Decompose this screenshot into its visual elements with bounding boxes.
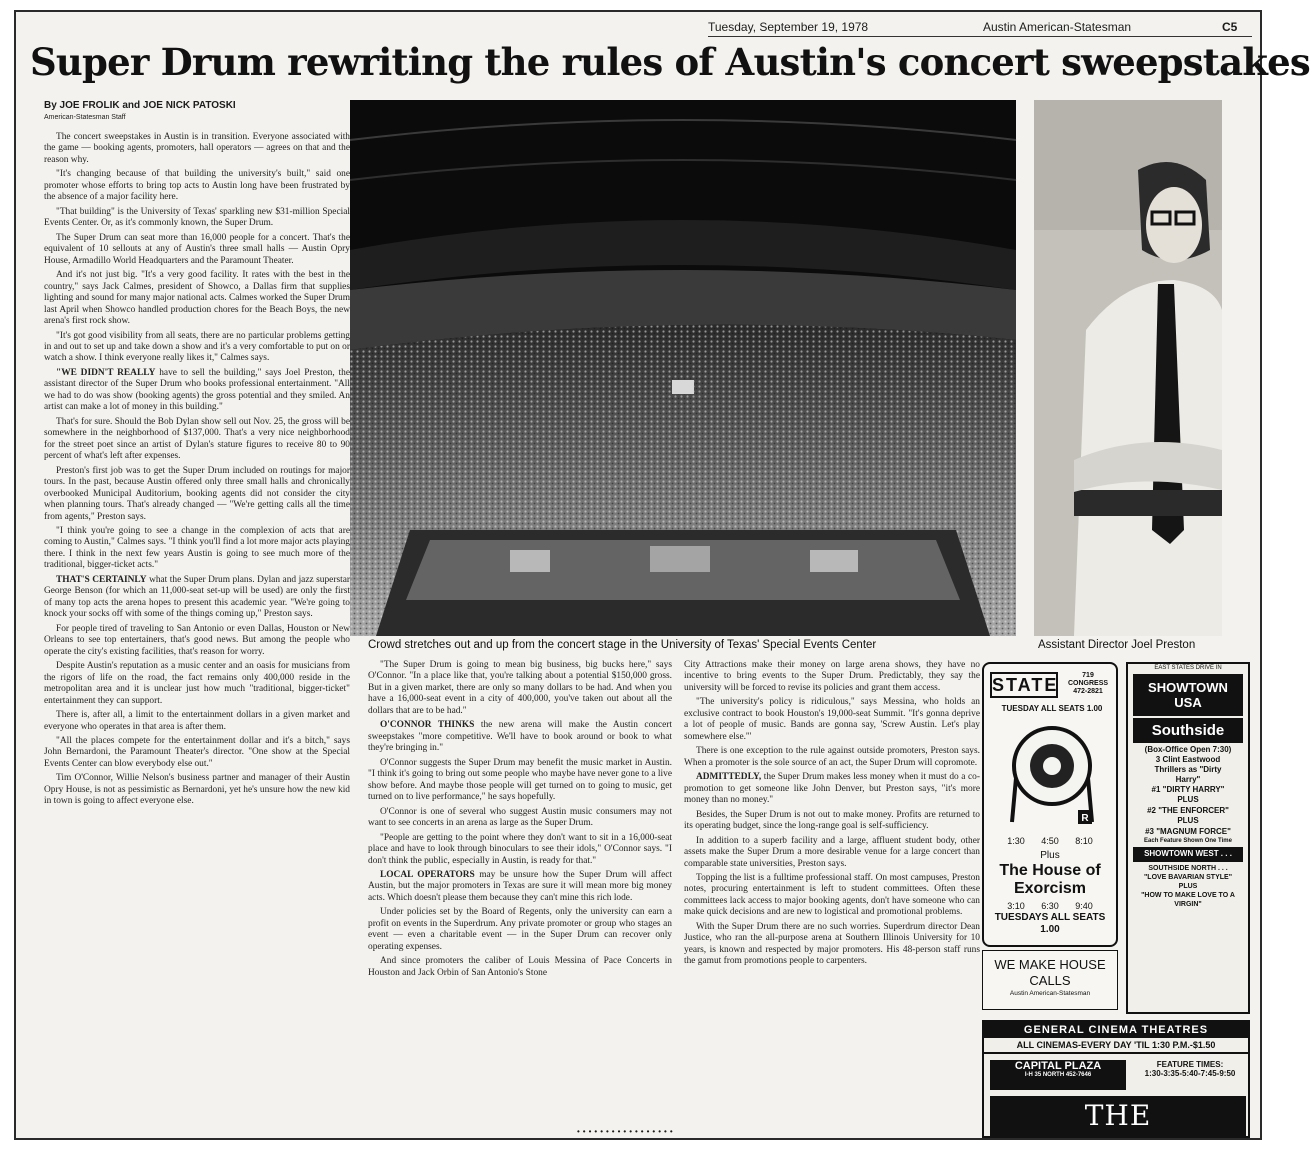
newspaper-page — [14, 10, 1310, 1172]
paragraph: Under policies set by the Board of Regents, only the university can earn a profit on events in the Superdrum. Any private promoter or group who stages an event — even a charitable event — in the Super Drum can recover only operating expenses. — [368, 907, 672, 952]
paragraph — [44, 368, 350, 414]
showtimes-1: 1:30 4:50 8:10 — [1007, 836, 1093, 846]
staff-credit: American-Statesman Staff — [44, 114, 126, 121]
showtown-logo: SHOWTOWN USA — [1133, 674, 1243, 716]
paragraph — [44, 575, 350, 621]
portrait-illustration — [1034, 100, 1222, 636]
eyeball-poster-icon — [1008, 718, 1096, 830]
headline: Super Drum rewriting the rules of Austin's concert sweepstakes — [30, 40, 1310, 84]
paper-name: Austin American-Statesman — [983, 20, 1132, 34]
paragraph: Topping the list is a fulltime professional staff. On most campuses, Preston notes, procuring entertainment is left to student committees. Often these committees lack access to major booking agents, don't have someone who can make quick decisions and are new to logistical and promotional problems. — [684, 872, 980, 918]
house-calls-sub: Austin American-Statesman — [1009, 990, 1091, 998]
movie-title: The House of Exorcism — [999, 862, 1101, 898]
lead-in: ADMITTEDLY, — [696, 772, 762, 783]
showtown-west: SHOWTOWN WEST . . . — [1133, 847, 1243, 862]
feature-times: 1:30-3:35-5:40-7:45-9:50 — [1144, 1069, 1236, 1078]
paragraph: Tim O'Connor, Willie Nelson's business partner and manager of their Austin Opry House, is not as pessimistic as Bernardoni, yet he's unsure how the new kid in town is going to affect everyone else. — [44, 773, 350, 807]
paragraph-text: the new arena will make the Austin concert sweepstakes "more competitive. We'll have to book around or book to what they're bringing in." — [368, 720, 672, 754]
article-column-2 — [368, 660, 672, 1138]
paragraph: In addition to a superb facility and a large, affluent student body, other assets make the Super Drum a more desirable venue for a large concert than comparable state universities, Preston says. — [684, 835, 980, 869]
main-photo-caption: Crowd stretches out and up from the concert stage in the University of Texas' Special Events Center — [368, 639, 877, 651]
lead-in: "WE DIDN'T REALLY — [56, 367, 156, 378]
plus-label: Plus — [1040, 850, 1060, 861]
plus-label: PLUS — [1177, 816, 1199, 826]
article-column-3 — [684, 660, 980, 1138]
paragraph — [368, 720, 672, 754]
each-feature-note: Each Feature Shown One Time — [1144, 837, 1232, 844]
address-line: 472-2821 — [1073, 688, 1103, 696]
paragraph: There is, after all, a limit to the entertainment dollars in a given market and everyone who operates in that area is after them. — [44, 710, 350, 732]
feature-3: #3 "MAGNUM FORCE" — [1145, 826, 1231, 836]
paragraph: With the Super Drum there are no such worries. Superdrum director Dean Justice, who ran the all-purpose arena at Southern Illinois University for 10 years, is known and respected by major promoters. His 48-person staff runs the gamut from promotions people to carpenters. — [684, 921, 980, 967]
paragraph: For people tired of traveling to San Antonio or even Dallas, Houston or New Orleans to see top entertainers, that's good news. But among the people who operate the city's existing facilities, that's reason for worry. — [44, 623, 350, 657]
lead-in: THAT'S CERTAINLY — [56, 574, 147, 585]
feature-times-box — [1134, 1060, 1246, 1090]
plus-label: PLUS — [1178, 882, 1198, 890]
rating-badge: R — [1081, 813, 1089, 824]
general-cinema-ad — [982, 1020, 1250, 1172]
paragraph — [684, 772, 980, 806]
paragraph: That's for sure. Should the Bob Dylan show sell out Nov. 25, the gross will be somewhere in the neighborhood of $137,000. That's a very nice neighborhood for the street poet since an artist of Dylan's stature figures to receive 80 to 90 percent of what's left after expenses. — [44, 416, 350, 462]
article-column-1 — [44, 132, 350, 1132]
feature-2: #2 "THE ENFORCER" — [1147, 805, 1229, 815]
plus-label: PLUS — [1177, 795, 1199, 805]
paragraph-text: may be unsure how the Super Drum will affect Austin, but the major promoters in Texas are sure it will mean more big money acts. Which doesn't please them because they can't mine this rich lode. — [368, 869, 673, 903]
paragraph — [368, 870, 672, 904]
page-end-dots: ••••••••••••••••• — [576, 1128, 675, 1137]
joel-preston-photo — [1034, 100, 1222, 636]
lead-in: O'CONNOR THINKS — [380, 720, 475, 731]
paragraph-text: the Super Drum makes less money when it must do a co-promotion to get someone like John Denver, but Preston says, "it's more money than no money." — [684, 772, 980, 806]
state-theater-ad — [982, 662, 1118, 947]
paragraph: O'Connor is one of several who suggest Austin music consumers may not want to see concerts in an arena as large as the Super Drum. — [368, 806, 672, 829]
showtown-ad — [1126, 662, 1250, 1014]
tuesday-notice: TUESDAYS ALL SEATS 1.00 — [994, 912, 1106, 935]
address-line: 719 — [1082, 672, 1094, 679]
lead-in: LOCAL OPERATORS — [380, 869, 475, 880]
paragraph: And since promoters the caliber of Louis Messina of Pace Concerts in Houston and Jack Orbin of San Antonio's Stone — [368, 956, 672, 978]
promo-line: Thrillers as "Dirty — [1154, 765, 1222, 774]
address-line: CONGRESS — [1067, 680, 1109, 688]
plaza-name: CAPITAL PLAZA — [1014, 1060, 1102, 1072]
general-cinema-header: GENERAL CINEMA THEATRES — [984, 1022, 1248, 1038]
page-number: C5 — [1222, 20, 1238, 34]
issue-date: Tuesday, September 19, 1978 — [708, 20, 869, 34]
feature-times-label: FEATURE TIMES: — [1156, 1060, 1224, 1069]
box-office-hours: (Box-Office Open 7:30) — [1144, 745, 1232, 754]
feature-love-bavarian: "LOVE BAVARIAN STYLE" — [1143, 873, 1233, 881]
showtimes-2: 3:10 6:30 9:40 — [1007, 901, 1093, 911]
paragraph: The Super Drum can seat more than 16,000 people for a concert. That's the equivalent of 10 sellouts at any of Austin's three small halls — Austin Opry House, Armadillo World Headquarters and the Paramount Theater. — [44, 232, 350, 266]
promo-line: 3 Clint Eastwood — [1155, 755, 1221, 764]
arena-crowd-photo — [350, 100, 1016, 636]
paragraph: Despite Austin's reputation as a music center and an oasis for musicians from the rigors of life on the road, the fact remains only 400,000 reside in the metropolitan area and it is unclear just how much "traditional, bigger-ticket" entertainment they can support. — [44, 661, 350, 706]
paragraph-text: what the Super Drum plans. Dylan and jazz superstar George Benson (for which an 11,000-seat set-up will be used) are only the first of many top acts the arena hopes to present this academic year. "We're going to knock your socks off with some of the things coming up," Preston says. — [44, 574, 350, 620]
state-address — [1062, 672, 1114, 696]
paragraph: "The Super Drum is going to mean big business, big bucks here," says O'Connor. "In a place like that, you're talking about a potential $150,000 gross. But in a given market, there are only so many dollars to be had. And when you have a 16,000-seat event in a city of 400,000, you've taken out about all the dollars that are to be had." — [368, 660, 672, 716]
paragraph: "It's changing because of that building the university's built," said one promoter whose efforts to bring top acts to Austin long have been frustrated by the absence of a major facility here. — [44, 169, 350, 203]
southside-north: SOUTHSIDE NORTH . . . — [1148, 864, 1228, 872]
paragraph: "People are getting to the point where they don't want to sit in a 16,000-seat place and have to look through binoculars to see their idols," O'Connor says. "I don't think the public, especially in Austin, is ready for that." — [368, 832, 672, 866]
feature-1: #1 "DIRTY HARRY" — [1151, 785, 1225, 794]
showtown-top: EAST STATES DRIVE IN — [1154, 665, 1222, 671]
paragraph: And it's not just big. "It's a very good facility. It rates with the best in the country," says Jack Calmes, president of Showco, a Dallas firm that supplies lighting and sound for many major national acts. Calmes worked the Super Drum last April when Showco handled production chores for the Beach Boys, the new arena's first rock show. — [44, 270, 350, 327]
southside-logo: Southside — [1133, 718, 1243, 743]
paragraph: City Attractions make their money on large arena shows, they have no incentive to bring events to the Super Drum. Predictably, they say the university will be forced to revise its policies and grant them access. — [684, 660, 980, 693]
all-seats-notice: TUESDAY ALL SEATS 1.00 — [1001, 704, 1103, 713]
byline: By JOE FROLIK and JOE NICK PATOSKI — [44, 100, 236, 111]
paragraph-text: have to sell the building," says Joel Preston, the assistant director of the Super Drum who books professional entertainment. "All we had to do was show (booking agents) the gross potential and they smiled. An artist can make a lot of money in this building." — [44, 367, 350, 413]
side-photo-caption: Assistant Director Joel Preston — [1038, 639, 1196, 651]
paragraph: "That building" is the University of Texas' sparkling new $31-million Special Events Center. Or, as it's commonly known, the Super Drum. — [44, 206, 350, 229]
capital-plaza-box — [990, 1060, 1126, 1090]
state-logo: STATE — [990, 672, 1058, 698]
paragraph: "I think you're going to see a change in the complexion of acts that are coming to Austin," Calmes says. "I think you'll find a lot more major acts playing there. I think in the next few years Austin is going to see much more of the traditional, bigger-ticket acts." — [44, 526, 350, 571]
paragraph: "It's got good visibility from all seats, there are no particular problems getting in and out to set up and take down a show and it's a very comfortable to put on or watch a show. I think everyone really likes it," Calmes says. — [44, 330, 350, 364]
paragraph: O'Connor suggests the Super Drum may benefit the music market in Austin. "I think it's going to bring out some people who maybe have never gone to a live show before. And maybe those people will get turned on to going to music, get turned on to live performance," he says hopefully. — [368, 757, 672, 803]
promo-line: Harry" — [1175, 775, 1201, 784]
arena-crowd-illustration — [350, 100, 1016, 636]
matinee-notice: ALL CINEMAS-EVERY DAY 'TIL 1:30 P.M.-$1.50 — [984, 1038, 1248, 1054]
house-calls-text: WE MAKE HOUSE CALLS — [994, 957, 1106, 988]
feature-virgin: "HOW TO MAKE LOVE TO A VIRGIN" — [1141, 892, 1235, 909]
house-calls-ad — [982, 950, 1118, 1010]
masthead — [16, 20, 1260, 36]
movie-title: THE INHERITANCE — [990, 1096, 1246, 1136]
plaza-address: I-H 35 NORTH 452-7646 — [1024, 1072, 1092, 1078]
paragraph: Preston's first job was to get the Super Drum included on routings for major tours. In the past, because Austin offered only three small halls and chronically overbooked Municipal Auditorium, booking agents did not consider the city when planning tours. That's already changed — "We're getting calls all the time from agents," Preston says. — [44, 465, 350, 522]
paragraph: "The university's policy is ridiculous," says Messina, who holds an exclusive contract to book Houston's 19,000-seat Summit. "It's gonna deprive a lot of people of music. Bands are gonna say, 'Screw Austin. Let's play somewhere else.'" — [684, 697, 980, 742]
masthead-rule — [708, 36, 1252, 37]
paragraph: The concert sweepstakes in Austin is in transition. Everyone associated with the game — booking agents, promoters, hall operators — agrees on that and the reason why. — [44, 132, 350, 165]
paragraph: Besides, the Super Drum is not out to make money. Profits are returned to its operating budget, since the long-range goal is self-sufficiency. — [684, 809, 980, 832]
paragraph: There is one exception to the rule against outside promoters, Preston says. When a promoter is the sole source of an act, the Super Drum will copromote. — [684, 746, 980, 768]
paragraph: "All the places compete for the entertainment dollar and it's a bitch," says John Bernardoni, the Paramount Theater's director. "One show at the Special Events Center can blow everybody else out." — [44, 735, 350, 769]
